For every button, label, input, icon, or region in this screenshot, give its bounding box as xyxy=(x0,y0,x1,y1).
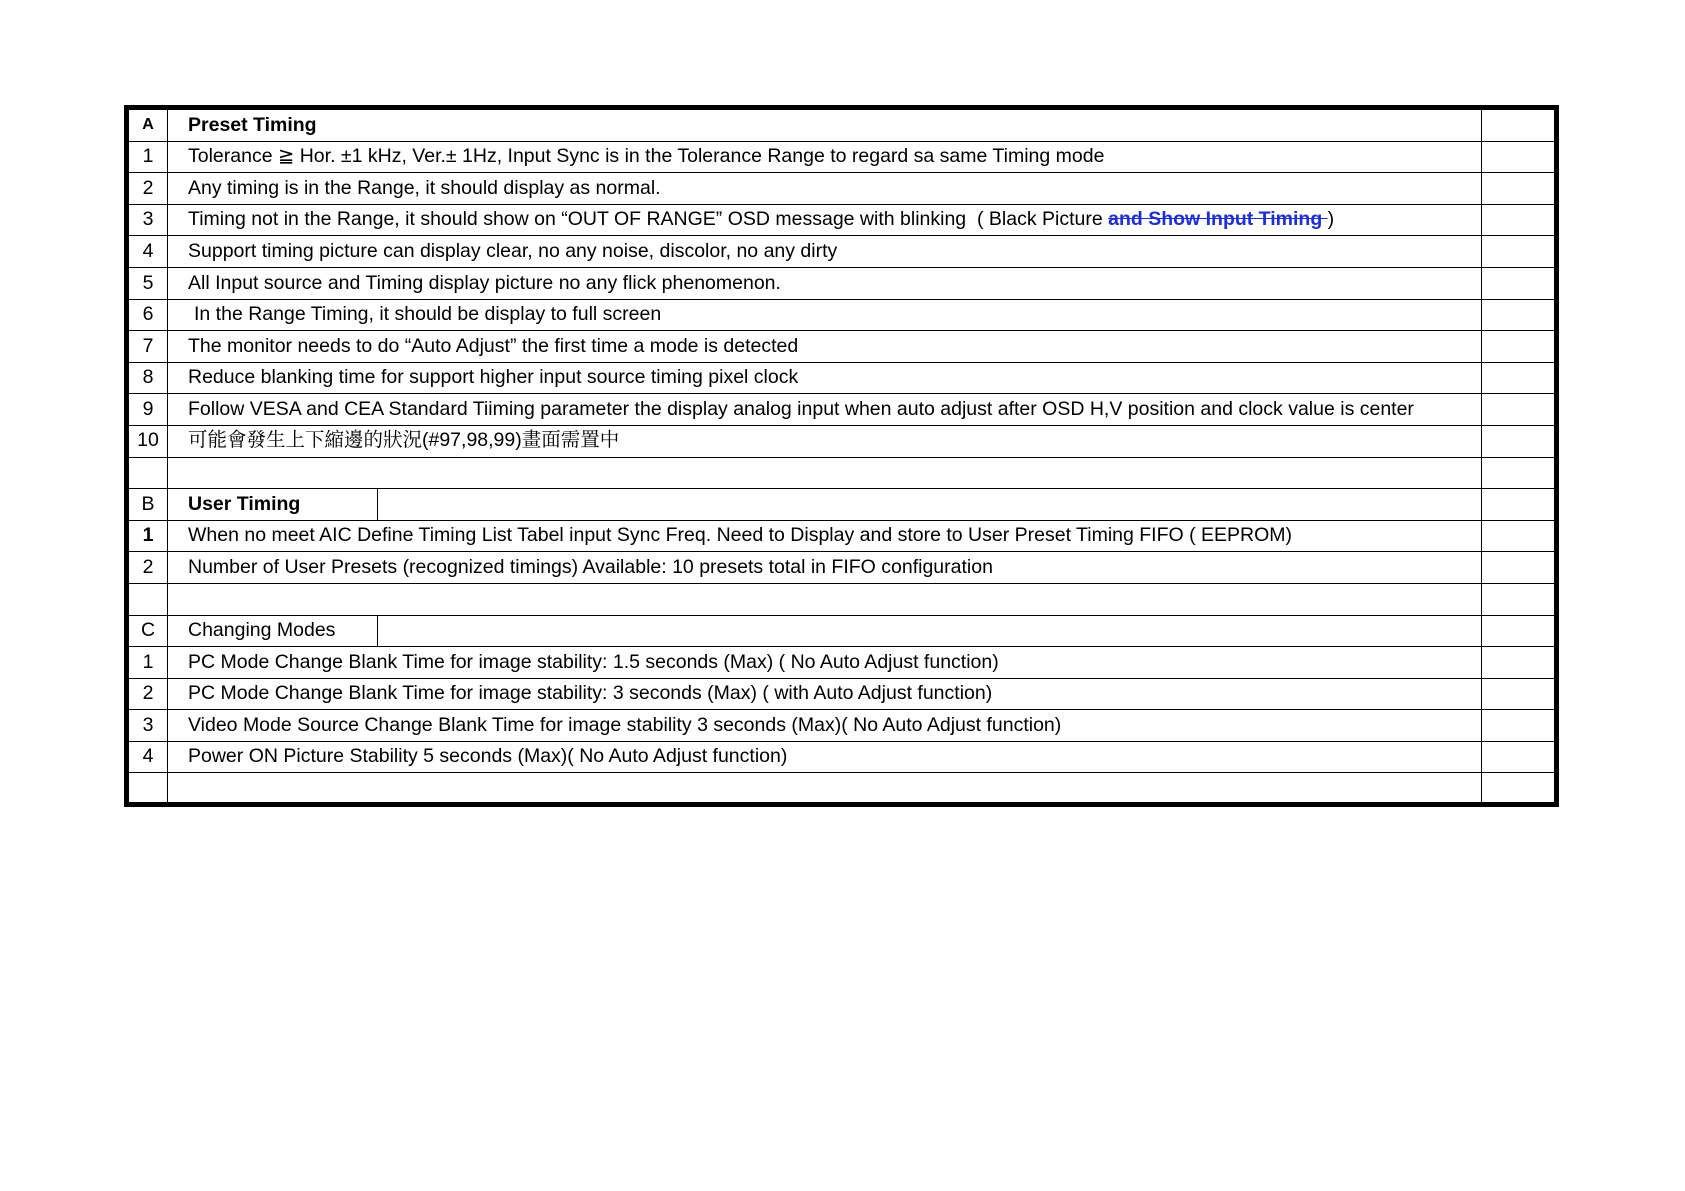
row-number: 3 xyxy=(127,204,168,236)
row-number: 9 xyxy=(127,394,168,426)
row-text xyxy=(168,204,1482,236)
empty-cell xyxy=(127,457,168,489)
empty-cell xyxy=(168,773,1482,805)
section-letter: A xyxy=(127,108,168,142)
empty-cell xyxy=(1482,236,1557,268)
row-number: 7 xyxy=(127,331,168,363)
table-row xyxy=(127,520,1557,552)
empty-cell xyxy=(127,583,168,615)
table-row xyxy=(127,552,1557,584)
row-text: Tolerance ≧ Hor. ±1 kHz, Ver.± 1Hz, Input Sync is in the Tolerance Range to regard sa same Timing mode xyxy=(168,141,1482,173)
empty-cell xyxy=(1482,267,1557,299)
table-row xyxy=(127,236,1557,268)
empty-cell xyxy=(168,457,1482,489)
empty-cell xyxy=(1482,552,1557,584)
section-b-header-row xyxy=(127,489,1557,521)
row-number: 1 xyxy=(127,141,168,173)
section-title-cell xyxy=(168,615,1482,647)
row-number: 2 xyxy=(127,173,168,205)
empty-cell xyxy=(1482,520,1557,552)
empty-cell xyxy=(1482,615,1557,647)
row-number: 6 xyxy=(127,299,168,331)
empty-cell xyxy=(1482,362,1557,394)
section-title: Changing Modes xyxy=(168,616,378,647)
section-a-header-row xyxy=(127,108,1557,142)
row-number: 4 xyxy=(127,236,168,268)
row-text: Video Mode Source Change Blank Time for image stability 3 seconds (Max)( No Auto Adjust function) xyxy=(168,710,1482,742)
table-row xyxy=(127,425,1557,457)
table-row xyxy=(127,299,1557,331)
empty-cell xyxy=(1482,583,1557,615)
table-row xyxy=(127,204,1557,236)
empty-cell xyxy=(1482,299,1557,331)
empty-cell xyxy=(1482,647,1557,679)
row-text: All Input source and Timing display picture no any flick phenomenon. xyxy=(168,267,1482,299)
row-text: The monitor needs to do “Auto Adjust” the first time a mode is detected xyxy=(168,331,1482,363)
section-letter: B xyxy=(127,489,168,521)
empty-cell xyxy=(1482,489,1557,521)
row-text: When no meet AIC Define Timing List Tabel input Sync Freq. Need to Display and store to User Preset Timing FIFO ( EEPROM) xyxy=(168,520,1482,552)
section-title-cell xyxy=(168,489,1482,521)
section-title: Preset Timing xyxy=(168,108,1482,142)
empty-cell xyxy=(1482,741,1557,773)
row-text-end: ) xyxy=(1327,208,1335,231)
row-text: In the Range Timing, it should be display to full screen xyxy=(194,303,662,326)
row-text: 可能會發生上下縮邊的狀況(#97,98,99)畫面需置中 xyxy=(168,425,1482,457)
row-text-cell xyxy=(168,299,1482,331)
table-row xyxy=(127,647,1557,679)
row-number: 1 xyxy=(127,647,168,679)
row-text: Power ON Picture Stability 5 seconds (Max)( No Auto Adjust function) xyxy=(168,741,1482,773)
table-row xyxy=(127,741,1557,773)
row-number: 5 xyxy=(127,267,168,299)
spacer-row xyxy=(127,773,1557,805)
section-c-header-row xyxy=(127,615,1557,647)
table-row xyxy=(127,331,1557,363)
table-row xyxy=(127,267,1557,299)
timing-spec-table xyxy=(124,105,1559,807)
empty-cell xyxy=(1482,773,1557,805)
empty-cell xyxy=(1482,394,1557,426)
empty-cell xyxy=(1482,108,1557,142)
row-number: 4 xyxy=(127,741,168,773)
empty-cell xyxy=(1482,425,1557,457)
spacer-row xyxy=(127,583,1557,615)
empty-cell xyxy=(1482,710,1557,742)
table-row xyxy=(127,173,1557,205)
empty-cell xyxy=(1482,331,1557,363)
empty-cell xyxy=(1482,678,1557,710)
row-text: PC Mode Change Blank Time for image stability: 3 seconds (Max) ( with Auto Adjust function) xyxy=(168,678,1482,710)
row-text: Reduce blanking time for support higher input source timing pixel clock xyxy=(168,362,1482,394)
empty-cell xyxy=(1482,457,1557,489)
section-title: User Timing xyxy=(168,489,378,520)
empty-cell xyxy=(168,583,1482,615)
spacer-row xyxy=(127,457,1557,489)
row-number: 2 xyxy=(127,678,168,710)
row-text: Number of User Presets (recognized timings) Available: 10 presets total in FIFO configuration xyxy=(168,552,1482,584)
empty-cell xyxy=(1482,141,1557,173)
row-text: Follow VESA and CEA Standard Tiiming parameter the display analog input when auto adjust after OSD H,V position and clock value is center xyxy=(168,394,1482,426)
row-text: PC Mode Change Blank Time for image stability: 1.5 seconds (Max) ( No Auto Adjust function) xyxy=(168,647,1482,679)
row-text: Support timing picture can display clear, no any noise, discolor, no any dirty xyxy=(168,236,1482,268)
row-number: 2 xyxy=(127,552,168,584)
row-number: 3 xyxy=(127,710,168,742)
table-row xyxy=(127,678,1557,710)
struck-out-text: and Show Input Timing xyxy=(1108,208,1328,231)
row-number: 8 xyxy=(127,362,168,394)
row-number: 1 xyxy=(127,520,168,552)
table-row xyxy=(127,394,1557,426)
row-text-main: Timing not in the Range, it should show on “OUT OF RANGE” OSD message with blinking ( Black Picture xyxy=(188,208,1109,231)
table-row xyxy=(127,710,1557,742)
table-row xyxy=(127,362,1557,394)
empty-cell xyxy=(1482,173,1557,205)
row-number: 10 xyxy=(127,425,168,457)
table-row xyxy=(127,141,1557,173)
section-letter: C xyxy=(127,615,168,647)
empty-cell xyxy=(127,773,168,805)
row-text: Any timing is in the Range, it should display as normal. xyxy=(168,173,1482,205)
empty-cell xyxy=(1482,204,1557,236)
